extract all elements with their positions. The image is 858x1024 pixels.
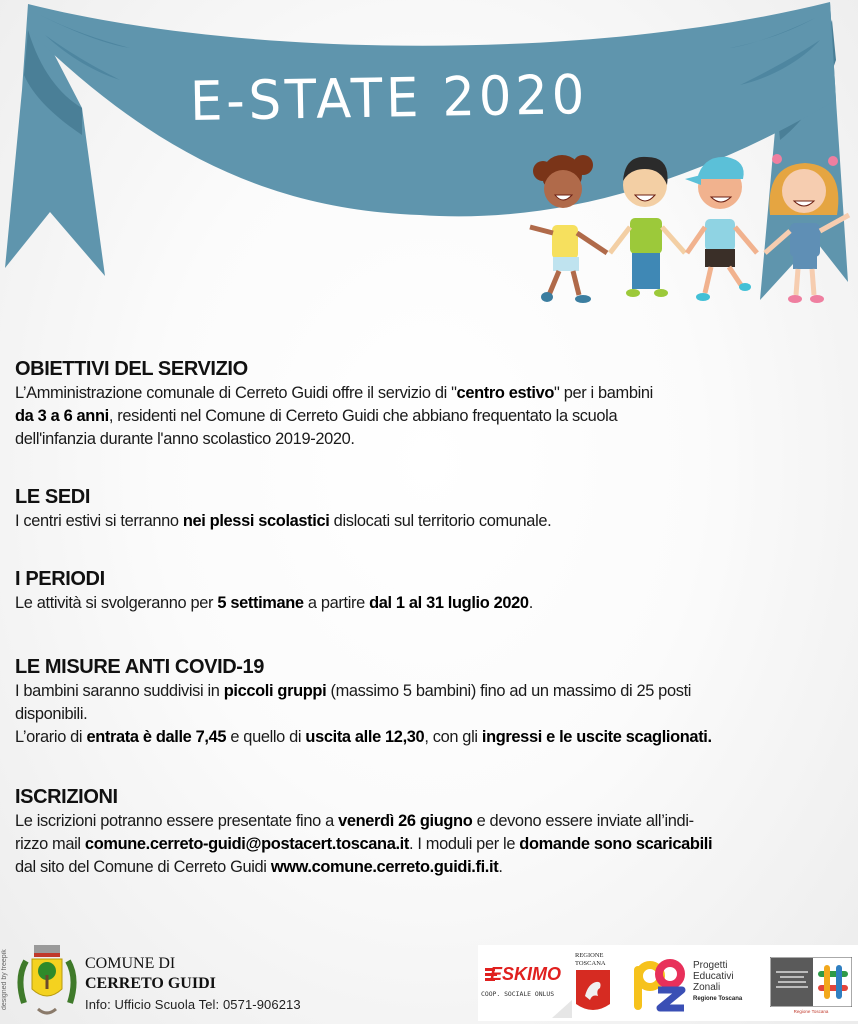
text-segment: , con gli xyxy=(424,728,482,746)
pez-text xyxy=(693,960,765,1005)
body-line xyxy=(15,856,855,879)
banner-title: E-STATE 2020 xyxy=(189,63,589,133)
text-segment: (massimo 5 bambini) fino ad un massimo di 25 posti xyxy=(326,682,692,700)
bold-text: entrata è dalle 7,45 xyxy=(86,728,227,746)
section-iscrizioni xyxy=(15,784,855,879)
text-segment: Le attività si svolgeranno per xyxy=(15,594,218,612)
sistema-integrato-logo xyxy=(770,957,852,1007)
text-segment: . xyxy=(528,594,533,612)
bold-text: da 3 a 6 anni xyxy=(15,407,109,425)
section-heading: LE MISURE ANTI COVID-19 xyxy=(15,656,264,678)
text-segment: a partire xyxy=(303,594,370,612)
text-segment: disponibili. xyxy=(15,705,88,723)
body-line xyxy=(15,592,855,615)
comune-crest-logo xyxy=(16,943,78,1021)
eskimo-name: ESKIMO xyxy=(490,964,562,984)
text-segment: e quello di xyxy=(226,728,306,746)
bold-text: dal 1 al 31 luglio 2020 xyxy=(369,594,529,612)
section-periodi xyxy=(15,566,855,615)
child-boy-cap xyxy=(685,157,757,301)
sistema-integrato-caption: Regione Toscana xyxy=(793,1009,829,1014)
pez-logo xyxy=(632,956,688,1012)
text-segment: L’Amministrazione comunale di Cerreto Guidi offre il servizio di " xyxy=(15,384,457,402)
text-segment: dal sito del Comune di Cerreto Guidi xyxy=(15,858,271,876)
pez-subtitle: Regione Toscana xyxy=(693,996,743,1002)
section-heading: I PERIODI xyxy=(15,568,105,590)
text-segment: , residenti nel Comune di Cerreto Guidi che abbiano frequentato la scuola xyxy=(108,407,618,425)
comune-prefix: COMUNE DI xyxy=(85,955,176,972)
section-sedi xyxy=(15,484,855,533)
text-segment: dell'infanzia durante l'anno scolastico 2019-2020. xyxy=(15,430,355,448)
body-line xyxy=(15,428,855,451)
bold-text: comune.cerreto-guidi@postacert.toscana.it xyxy=(84,835,409,853)
bold-text: centro estivo xyxy=(456,384,555,402)
body-line xyxy=(15,382,855,405)
section-heading: ISCRIZIONI xyxy=(15,786,118,808)
text-segment: rizzo mail xyxy=(15,835,85,853)
section-heading: OBIETTIVI DEL SERVIZIO xyxy=(15,358,248,380)
text-segment: . xyxy=(498,858,503,876)
comune-name: CERRETO GUIDI xyxy=(85,975,216,992)
child-girl-blonde xyxy=(765,154,849,303)
text-segment: e devono essere inviate all’indi- xyxy=(472,812,694,830)
child-girl-curly xyxy=(530,155,607,303)
pez-line: Zonali xyxy=(693,982,721,993)
text-segment: " per i bambini xyxy=(554,384,653,402)
body-line xyxy=(15,726,855,749)
freepik-credit: designed by freepik xyxy=(1,949,8,1011)
bold-text: ingressi e le uscite scaglionati. xyxy=(481,728,712,746)
body-line xyxy=(15,510,855,533)
section-heading: LE SEDI xyxy=(15,486,90,508)
regione-toscana-shield-icon xyxy=(576,970,610,1014)
bold-text: uscita alle 12,30 xyxy=(305,728,425,746)
section-misure-covid xyxy=(15,654,855,749)
text-segment: dislocati sul territorio comunale. xyxy=(329,512,552,530)
contact-info: Info: Ufficio Scuola Tel: 0571-906213 xyxy=(85,997,301,1012)
text-segment: I centri estivi si terranno xyxy=(15,512,183,530)
bold-text: piccoli gruppi xyxy=(223,682,327,700)
text-segment: L’orario di xyxy=(15,728,87,746)
section-obiettivi xyxy=(15,356,855,451)
eskimo-subtitle: COOP. SOCIALE ONLUS xyxy=(481,990,555,998)
body-line xyxy=(15,703,855,726)
children-illustration xyxy=(515,145,858,315)
bold-text: 5 settimane xyxy=(217,594,304,612)
text-segment: I bambini saranno suddivisi in xyxy=(15,682,224,700)
body-line xyxy=(15,680,855,703)
pez-line: Progetti xyxy=(693,960,728,971)
text-segment: . I moduli per le xyxy=(408,835,520,853)
body-line xyxy=(15,405,855,428)
body-line xyxy=(15,833,855,856)
body-line xyxy=(15,810,855,833)
bold-text: nei plessi scolastici xyxy=(182,512,330,530)
regione-toscana-label: REGIONE TOSCANA xyxy=(575,952,606,967)
bold-text: domande sono scaricabili xyxy=(519,835,713,853)
bold-text: www.comune.cerreto.guidi.fi.it xyxy=(270,858,499,876)
text-segment: Le iscrizioni potranno essere presentate fino a xyxy=(15,812,339,830)
pez-line: Educativi xyxy=(693,971,734,982)
child-boy-green xyxy=(610,157,685,297)
bold-text: venerdì 26 giugno xyxy=(338,812,473,830)
